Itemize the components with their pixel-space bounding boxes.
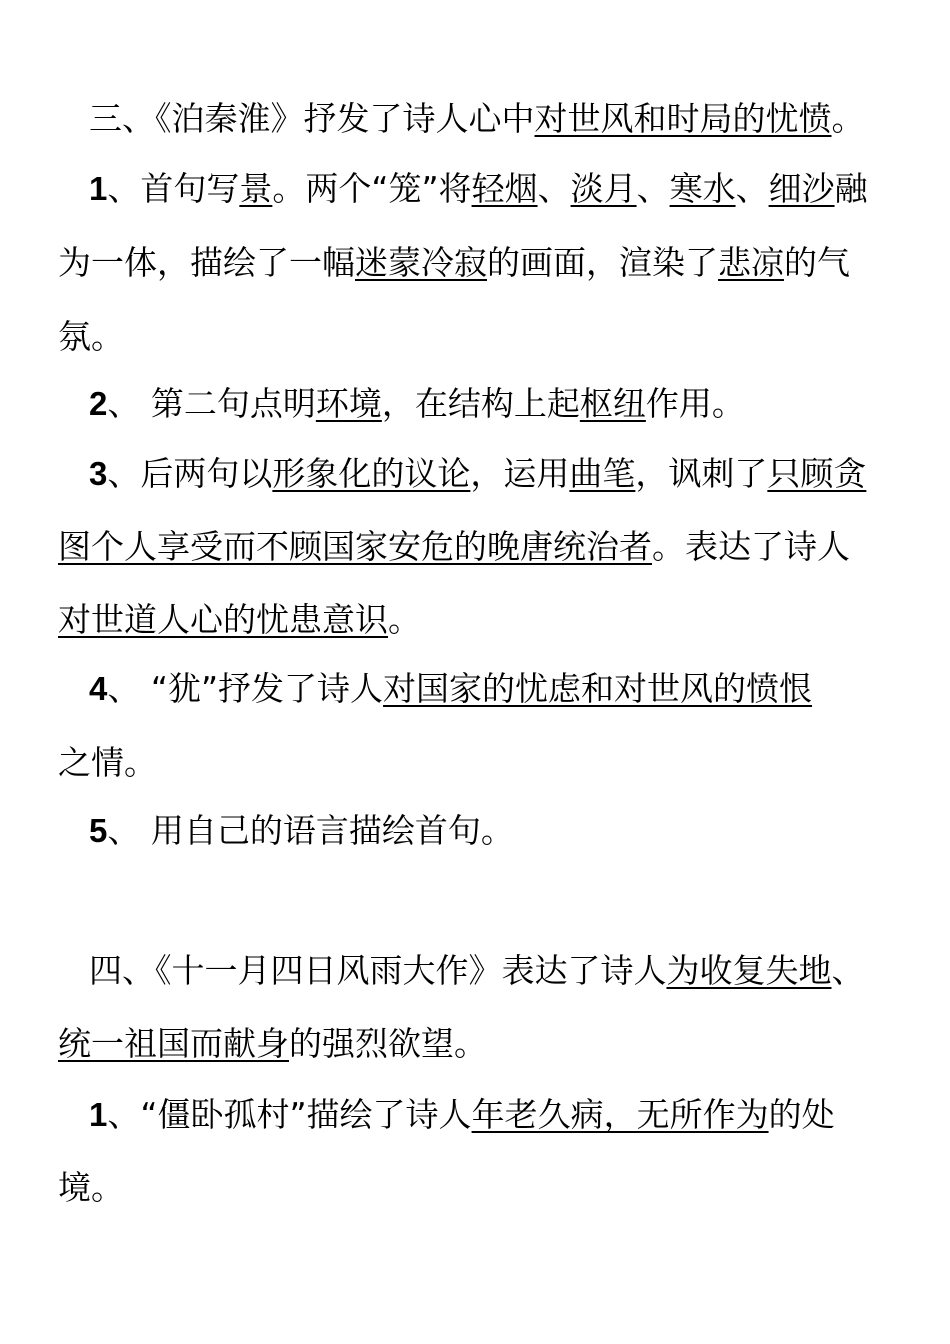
underlined-text: 图个人享受而不顾国家安危的晚唐统治者 bbox=[58, 527, 652, 566]
underlined-text: 只顾贪 bbox=[767, 454, 867, 493]
text: 的画面，渲染了 bbox=[487, 243, 718, 282]
underlined-text: 曲笔 bbox=[569, 454, 636, 493]
text: 。两个“笼”将 bbox=[272, 169, 472, 208]
s4-item1-line2 bbox=[58, 1168, 898, 1208]
section3-theme: 对世风和时局的忧愤 bbox=[534, 99, 832, 138]
section3-heading bbox=[89, 99, 929, 139]
text: 的处 bbox=[768, 1095, 835, 1134]
text: 、 bbox=[831, 951, 865, 990]
text: 。 bbox=[388, 600, 421, 639]
text: 氛。 bbox=[58, 317, 124, 356]
underlined-text: 形象化的议论 bbox=[272, 454, 471, 493]
s3-item3-line3 bbox=[58, 600, 898, 640]
text: 之情。 bbox=[58, 743, 157, 782]
underlined-text: 为收复失地 bbox=[666, 951, 832, 990]
text: 境。 bbox=[58, 1168, 124, 1207]
text: 融 bbox=[834, 169, 868, 208]
underlined-text: 迷蒙冷寂 bbox=[355, 243, 487, 282]
section3-heading-end: 。 bbox=[831, 99, 865, 138]
section4-heading-prefix: 四、《十一月四日风雨大作》表达了诗人 bbox=[89, 951, 667, 990]
text: 的气 bbox=[784, 243, 850, 282]
section4-heading-line1 bbox=[89, 951, 929, 991]
section4-heading-line2 bbox=[58, 1024, 898, 1064]
underlined-text: 细沙 bbox=[768, 169, 835, 208]
s3-item1-line3 bbox=[58, 317, 898, 357]
text: 的强烈欲望。 bbox=[289, 1024, 487, 1063]
s3-item4-line2 bbox=[58, 743, 898, 783]
s3-item1-line1 bbox=[89, 169, 929, 209]
s3-item3-line1 bbox=[89, 454, 929, 494]
text: 、 “犹”抒发了诗人 bbox=[107, 669, 384, 708]
underlined-text: 年老久病，无所作为 bbox=[471, 1095, 769, 1134]
text: 、首句写 bbox=[107, 169, 240, 208]
text: 、“僵卧孤村”描绘了诗人 bbox=[107, 1095, 472, 1134]
item-number: 1 bbox=[89, 170, 108, 207]
text: ，运用 bbox=[470, 454, 570, 493]
text: 为一体，描绘了一幅 bbox=[58, 243, 355, 282]
s3-item1-line2 bbox=[58, 243, 898, 283]
s3-item5 bbox=[89, 811, 929, 851]
underlined-text: 对世道人心的忧患意识 bbox=[58, 600, 388, 639]
text: 、后两句以 bbox=[107, 454, 273, 493]
text: 、 bbox=[537, 169, 571, 208]
item-number: 4 bbox=[89, 670, 108, 707]
item-number: 5 bbox=[89, 812, 108, 849]
text: ，在结构上起 bbox=[381, 384, 580, 423]
text: 、 第二句点明 bbox=[107, 384, 316, 423]
underlined-text: 轻烟 bbox=[471, 169, 538, 208]
s4-item1-line1 bbox=[89, 1095, 929, 1135]
underlined-text: 景 bbox=[239, 169, 273, 208]
underlined-text: 枢纽 bbox=[579, 384, 646, 423]
section3-heading-prefix: 三、《泊秦淮》抒发了诗人心中 bbox=[89, 99, 535, 138]
text: 、 bbox=[735, 169, 769, 208]
item-number: 2 bbox=[89, 385, 108, 422]
underlined-text: 悲凉 bbox=[718, 243, 784, 282]
text: 。表达了诗人 bbox=[652, 527, 850, 566]
item-number: 1 bbox=[89, 1096, 108, 1133]
underlined-text: 统一祖国而献身 bbox=[58, 1024, 289, 1063]
s3-item3-line2 bbox=[58, 527, 898, 567]
s3-item4-line1 bbox=[89, 669, 929, 709]
item-number: 3 bbox=[89, 455, 108, 492]
text: 、 bbox=[636, 169, 670, 208]
underlined-text: 环境 bbox=[315, 384, 382, 423]
text: 、 用自己的语言描绘首句。 bbox=[107, 811, 514, 850]
underlined-text: 对国家的忧虑和对世风的愤恨 bbox=[383, 669, 813, 708]
underlined-text: 寒水 bbox=[669, 169, 736, 208]
underlined-text: 淡月 bbox=[570, 169, 637, 208]
s3-item2 bbox=[89, 384, 929, 424]
text: ，讽刺了 bbox=[635, 454, 768, 493]
text: 作用。 bbox=[645, 384, 745, 423]
